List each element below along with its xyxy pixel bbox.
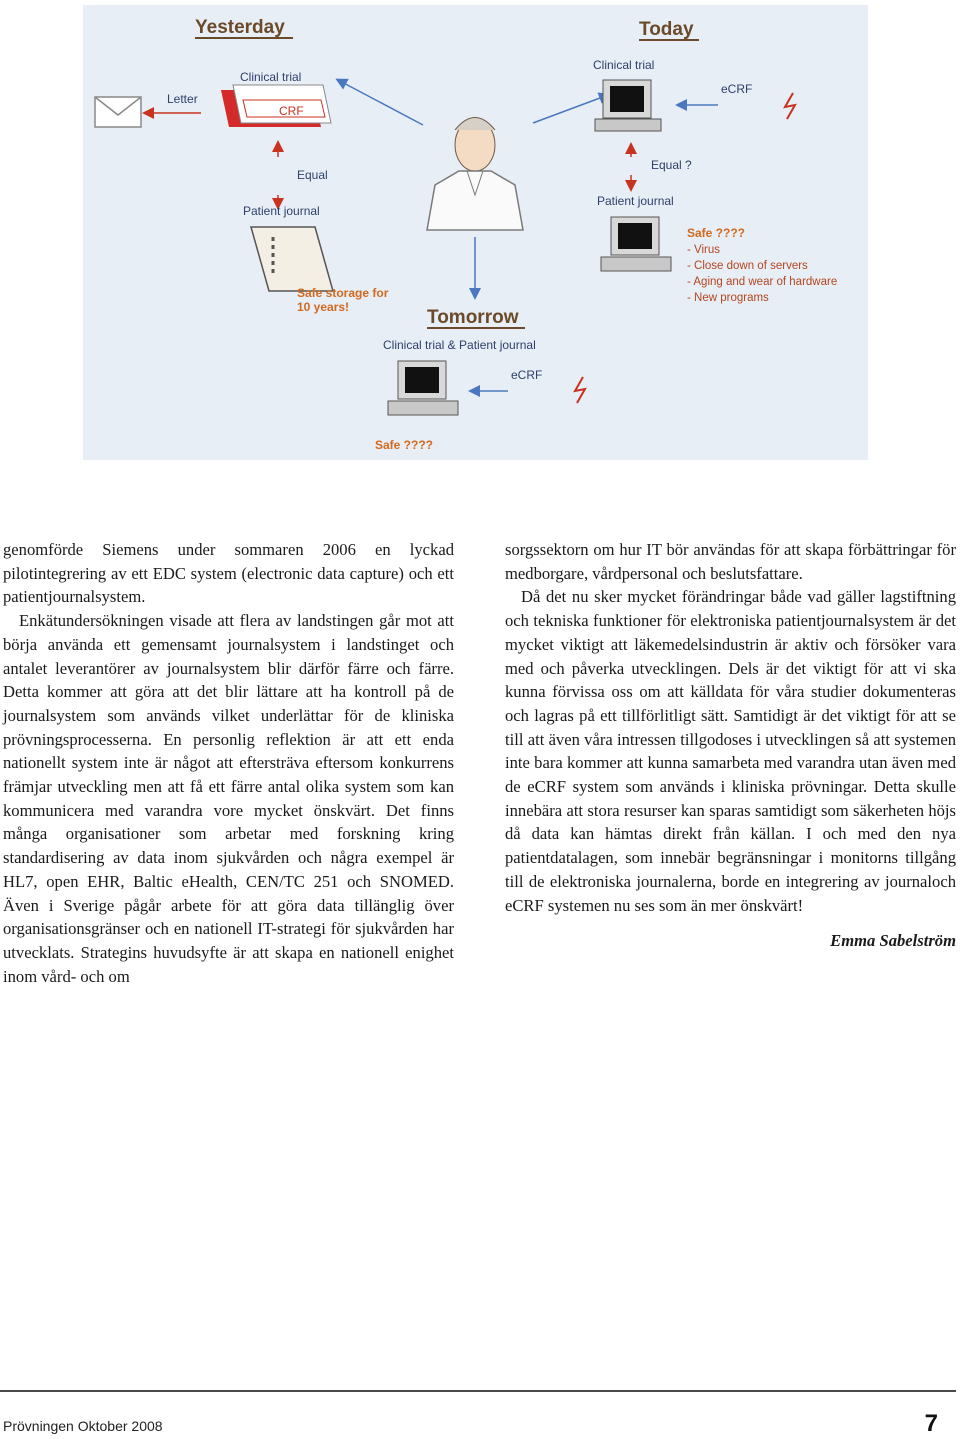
paragraph: genomförde Siemens under sommaren 2006 en lyckad pilotintegrering av ett EDC system (electronic data capture) och ett patientjournalsystem.	[3, 540, 454, 607]
crf-folder-icon	[221, 85, 331, 127]
yesterday-safe-2: 10 years!	[297, 300, 350, 314]
article-column-right	[505, 538, 956, 953]
footer-publication: Prövningen Oktober 2008	[3, 1418, 163, 1434]
today-risk-2: - Close down of servers	[687, 260, 808, 272]
today-heading: Today	[639, 19, 694, 40]
tomorrow-safe: Safe ????	[375, 438, 434, 452]
computer-icon-tomorrow	[388, 361, 458, 415]
footer-divider	[0, 1390, 956, 1392]
journal-book-icon	[251, 227, 333, 291]
today-risk-3: - Aging and wear of hardware	[687, 276, 838, 288]
page-number: 7	[924, 1410, 938, 1437]
computer-icon-today-journal	[601, 217, 671, 271]
yesterday-crf: CRF	[279, 104, 304, 118]
yesterday-safe-1: Safe storage for	[297, 286, 389, 300]
article-column-left	[3, 538, 454, 988]
today-clinical-trial: Clinical trial	[593, 58, 655, 72]
today-risk-4: - New programs	[687, 292, 769, 304]
yesterday-clinical-trial: Clinical trial	[240, 70, 302, 84]
today-equal: Equal ?	[651, 158, 692, 172]
yesterday-letter: Letter	[167, 92, 198, 106]
paragraph: Enkätundersökningen visade att flera av landstingen går mot att börja använda ett gemensamt journalsystem i landstinget och antalet leverantörer av journalsystem blir därför färre och färre. Detta kommer att göra att det blir lättare att ha kontroll på de journalsystem som används vilket underlättar för de kliniska prövningsprocesserna. En personlig reflektion är att ett enda nationellt system inte är något att eftersträva eftersom konkurrens främjar utveckling men att få ett färre antal olika system som kan kommunicera med varandra vore mycket önskvärt. Det finns många organisationer som arbetar med forskning kring standardisering av data inom sjukvården och några exempel är HL7, open EHR, Baltic eHealth, CEN/TC 251 och SNOMED. Även i Sverige pågår arbete för att göra data tillänglig över organisationsgränser och en nationell IT-strategi för sjukvården har utvecklats. Strategins huvudsyfte är att skapa en nationell enighet inom vård- och om	[3, 611, 454, 986]
paragraph: sorgssektorn om hur IT bör användas för att skapa förbättringar för medborgare, vårdpersonal och beslutsfattare.	[505, 540, 956, 583]
today-ecrf: eCRF	[721, 82, 753, 96]
yesterday-equal: Equal	[297, 168, 328, 182]
doctor-icon	[427, 118, 523, 231]
today-risk-1: - Virus	[687, 244, 721, 256]
tomorrow-heading: Tomorrow	[427, 307, 519, 328]
tomorrow-ecrf: eCRF	[511, 368, 543, 382]
lightning-icon	[575, 377, 585, 403]
diagram-svg	[83, 5, 868, 460]
paragraph: Då det nu sker mycket förändringar både vad gäller lagstiftning och tekniska funktioner för elektroniska patientjournalsystem är det mycket viktigt att läkemedelsindustrin är aktiv och försöker vara med och påverka utvecklingen. Dels är det viktigt för att vi ska kunna förvissa oss om att källdata för våra studier dokumenteras och lagras på ett tillförlitligt sätt. Samtidigt är det viktigt för att se till att även våra intressen tillgodoses i utvecklingen så att systemen inte bara kommer att kunna samarbeta med varandra utan även med de eCRF system som används i kliniska prövningar. Detta skulle innebära att stora resurser kan sparas samtidigt som säkerheten höjs då data kan hämtas direkt från källan. I och med den nya patientdatalagen, som innebär begränsningar i monitorns tillgång till de elektroniska journalerna, borde en integrering av journaloch eCRF systemen nu ses som än mer önskvärt!	[505, 587, 956, 915]
yesterday-patient-journal: Patient journal	[243, 204, 320, 218]
today-safe: Safe ????	[687, 226, 746, 240]
today-patient-journal: Patient journal	[597, 194, 674, 208]
yesterday-heading: Yesterday	[195, 17, 285, 38]
tomorrow-clinical-patient: Clinical trial & Patient journal	[383, 338, 536, 352]
lightning-icon	[785, 93, 795, 119]
computer-icon-today-trial	[595, 80, 661, 131]
diagram-figure	[83, 5, 868, 460]
envelope-icon	[95, 97, 141, 127]
author-signature: Emma Sabelström	[830, 931, 956, 951]
